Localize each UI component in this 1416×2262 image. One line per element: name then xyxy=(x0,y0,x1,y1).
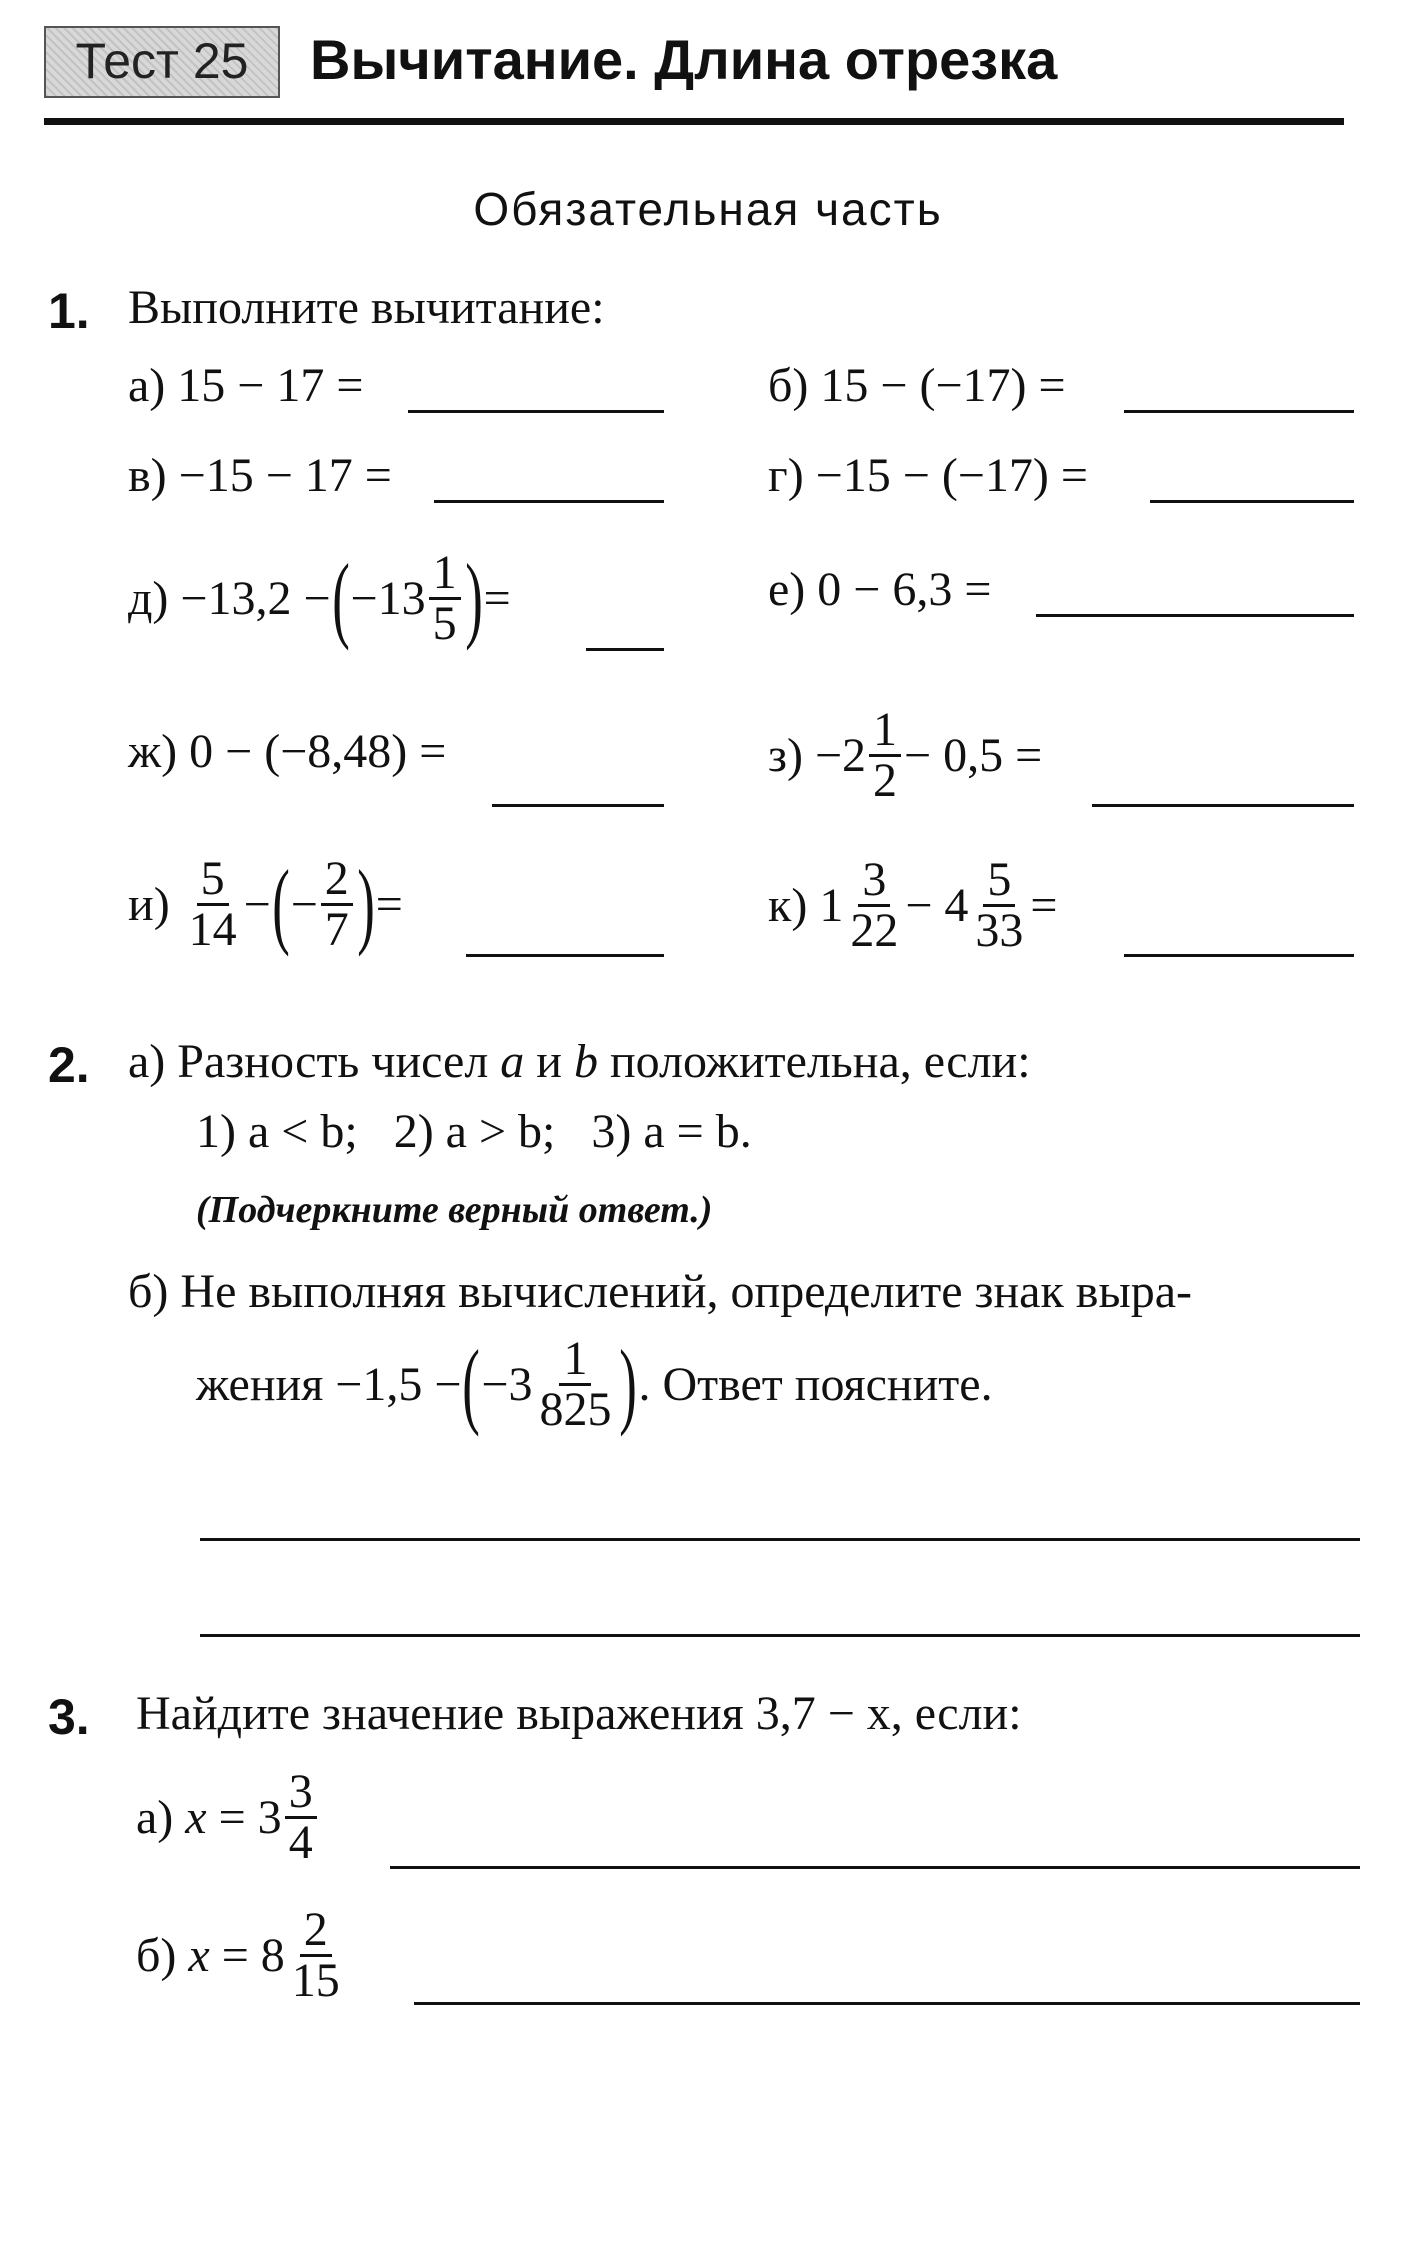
fraction xyxy=(288,1902,344,2007)
fraction-second xyxy=(971,852,1027,957)
var-a: a xyxy=(500,1035,525,1088)
task1-prompt: Выполните вычитание: xyxy=(128,281,605,334)
task3-item-a xyxy=(136,1762,320,1872)
item-label: е) xyxy=(768,563,806,616)
task1-item-e xyxy=(768,562,991,617)
fraction-first xyxy=(185,851,241,956)
answer-line-a[interactable] xyxy=(408,410,664,413)
item-label: б) xyxy=(768,359,809,412)
item-label: з) xyxy=(768,728,803,782)
item-expression: = 8 xyxy=(221,1928,285,1982)
item-expression: 0 − 6,3 = xyxy=(817,563,992,616)
item-expression: −13,2 − xyxy=(180,571,331,625)
numerator: 5 xyxy=(983,856,1015,907)
item-label: б) xyxy=(128,1265,169,1318)
task2-hint: (Подчеркните верный ответ.) xyxy=(196,1189,713,1231)
test-number-badge: Тест 25 xyxy=(44,26,280,98)
denominator: 2 xyxy=(873,753,898,807)
equals: = xyxy=(375,877,403,931)
item-label: а) xyxy=(128,359,166,412)
task2-b-text-end: . Ответ поясните. xyxy=(638,1357,993,1411)
denominator: 5 xyxy=(432,596,457,650)
task2-b-text: Не выполняя вычислений, определите знак выра- xyxy=(180,1265,1192,1318)
item-expression: − 4 xyxy=(905,878,969,932)
mixed-whole: −3 xyxy=(481,1357,533,1411)
task2-part-a xyxy=(128,1034,1031,1089)
answer-line-v[interactable] xyxy=(434,500,664,503)
task1-item-z xyxy=(768,700,1042,810)
fraction xyxy=(869,702,901,807)
answer-line-i[interactable] xyxy=(466,954,664,957)
mixed-whole: 1 xyxy=(819,878,844,932)
right-paren: ) xyxy=(464,544,483,651)
fraction xyxy=(285,1764,317,1869)
task1-item-v xyxy=(128,448,392,503)
answer-line-2b-2[interactable] xyxy=(200,1634,1360,1637)
page-title: Вычитание. Длина отрезка xyxy=(310,28,1058,91)
equals: = xyxy=(483,571,511,625)
task2-a-text-start: Разность чисел xyxy=(177,1035,489,1088)
item-expression: 15 − 17 = xyxy=(177,359,364,412)
left-paren: ( xyxy=(462,1330,481,1437)
denominator: 4 xyxy=(288,1815,313,1869)
answer-line-z[interactable] xyxy=(1092,804,1354,807)
denominator: 15 xyxy=(291,1953,340,2007)
item-label: д) xyxy=(128,571,169,625)
item-label: а) xyxy=(128,1035,166,1088)
fraction xyxy=(535,1331,615,1436)
right-paren: ) xyxy=(356,850,375,957)
task1-item-k xyxy=(768,846,1057,964)
numerator: 1 xyxy=(429,549,461,600)
answer-line-3a[interactable] xyxy=(390,1866,1360,1869)
numerator: 5 xyxy=(197,855,229,906)
denominator: 7 xyxy=(324,902,349,956)
denominator: 22 xyxy=(850,903,899,957)
item-expression: −15 − (−17) = xyxy=(815,449,1088,502)
fraction-second xyxy=(321,851,353,956)
section-subtitle: Обязательная часть xyxy=(473,183,943,235)
numerator: 2 xyxy=(300,1906,332,1957)
numerator: 2 xyxy=(321,855,353,906)
task2-part-b-line2 xyxy=(196,1322,993,1446)
conjunction: и xyxy=(536,1035,562,1088)
answer-line-k[interactable] xyxy=(1124,954,1354,957)
task1-item-zh xyxy=(128,724,446,779)
item-expression: − 0,5 = xyxy=(904,728,1043,782)
mixed-whole: −2 xyxy=(814,728,867,782)
answer-line-3b[interactable] xyxy=(414,2002,1360,2005)
item-label: б) xyxy=(136,1928,177,1982)
task2-a-text-end: положительна, если: xyxy=(609,1035,1031,1088)
answer-line-b[interactable] xyxy=(1124,410,1354,413)
var-x: x xyxy=(185,1790,207,1844)
item-expression: = 3 xyxy=(218,1790,282,1844)
task2-number: 2. xyxy=(48,1037,90,1093)
item-label: ж) xyxy=(128,725,178,778)
task2-part-b-line1 xyxy=(128,1264,1192,1319)
answer-line-d[interactable] xyxy=(586,648,664,651)
item-label: а) xyxy=(136,1790,174,1844)
task2-options[interactable]: 1) a < b; 2) a > b; 3) a = b. xyxy=(196,1105,752,1158)
header-rule xyxy=(44,118,1344,125)
denominator: 14 xyxy=(188,902,237,956)
var-b: b xyxy=(573,1035,598,1088)
answer-line-e[interactable] xyxy=(1036,614,1354,617)
task3-prompt: Найдите значение выражения 3,7 − x, если: xyxy=(136,1687,1022,1740)
var-x: x xyxy=(188,1928,210,1982)
denominator: 825 xyxy=(539,1382,612,1436)
task1-item-i xyxy=(128,842,403,966)
task3-number: 3. xyxy=(48,1689,90,1745)
denominator: 33 xyxy=(975,903,1024,957)
left-paren: ( xyxy=(271,850,290,957)
left-paren: ( xyxy=(331,544,350,651)
numerator: 3 xyxy=(858,856,890,907)
task1-item-a xyxy=(128,358,363,413)
mixed-whole: −13 xyxy=(350,571,426,625)
equals: = xyxy=(1030,878,1058,932)
item-label: г) xyxy=(768,449,804,502)
task1-number: 1. xyxy=(48,283,90,339)
task2-b-text: жения −1,5 − xyxy=(196,1357,462,1411)
answer-line-g[interactable] xyxy=(1150,500,1354,503)
task3-item-b xyxy=(136,1900,347,2010)
item-label: к) xyxy=(768,878,808,932)
right-paren: ) xyxy=(619,1330,638,1437)
answer-line-zh[interactable] xyxy=(492,804,664,807)
numerator: 3 xyxy=(285,1768,317,1819)
fraction-first xyxy=(846,852,902,957)
numerator: 1 xyxy=(559,1335,591,1386)
task1-item-b xyxy=(768,358,1066,413)
numerator: 1 xyxy=(869,706,901,757)
answer-line-2b-1[interactable] xyxy=(200,1538,1360,1541)
item-expression: 0 − (−8,48) = xyxy=(189,725,447,778)
item-expression: −15 − 17 = xyxy=(178,449,392,502)
task1-item-d xyxy=(128,536,511,660)
task1-item-g xyxy=(768,448,1088,503)
fraction xyxy=(429,545,461,650)
negative-sign: − xyxy=(290,877,318,931)
item-label: в) xyxy=(128,449,167,502)
item-label: и) xyxy=(128,877,170,931)
item-expression: 15 − (−17) = xyxy=(820,359,1066,412)
minus-sign: − xyxy=(243,877,271,931)
